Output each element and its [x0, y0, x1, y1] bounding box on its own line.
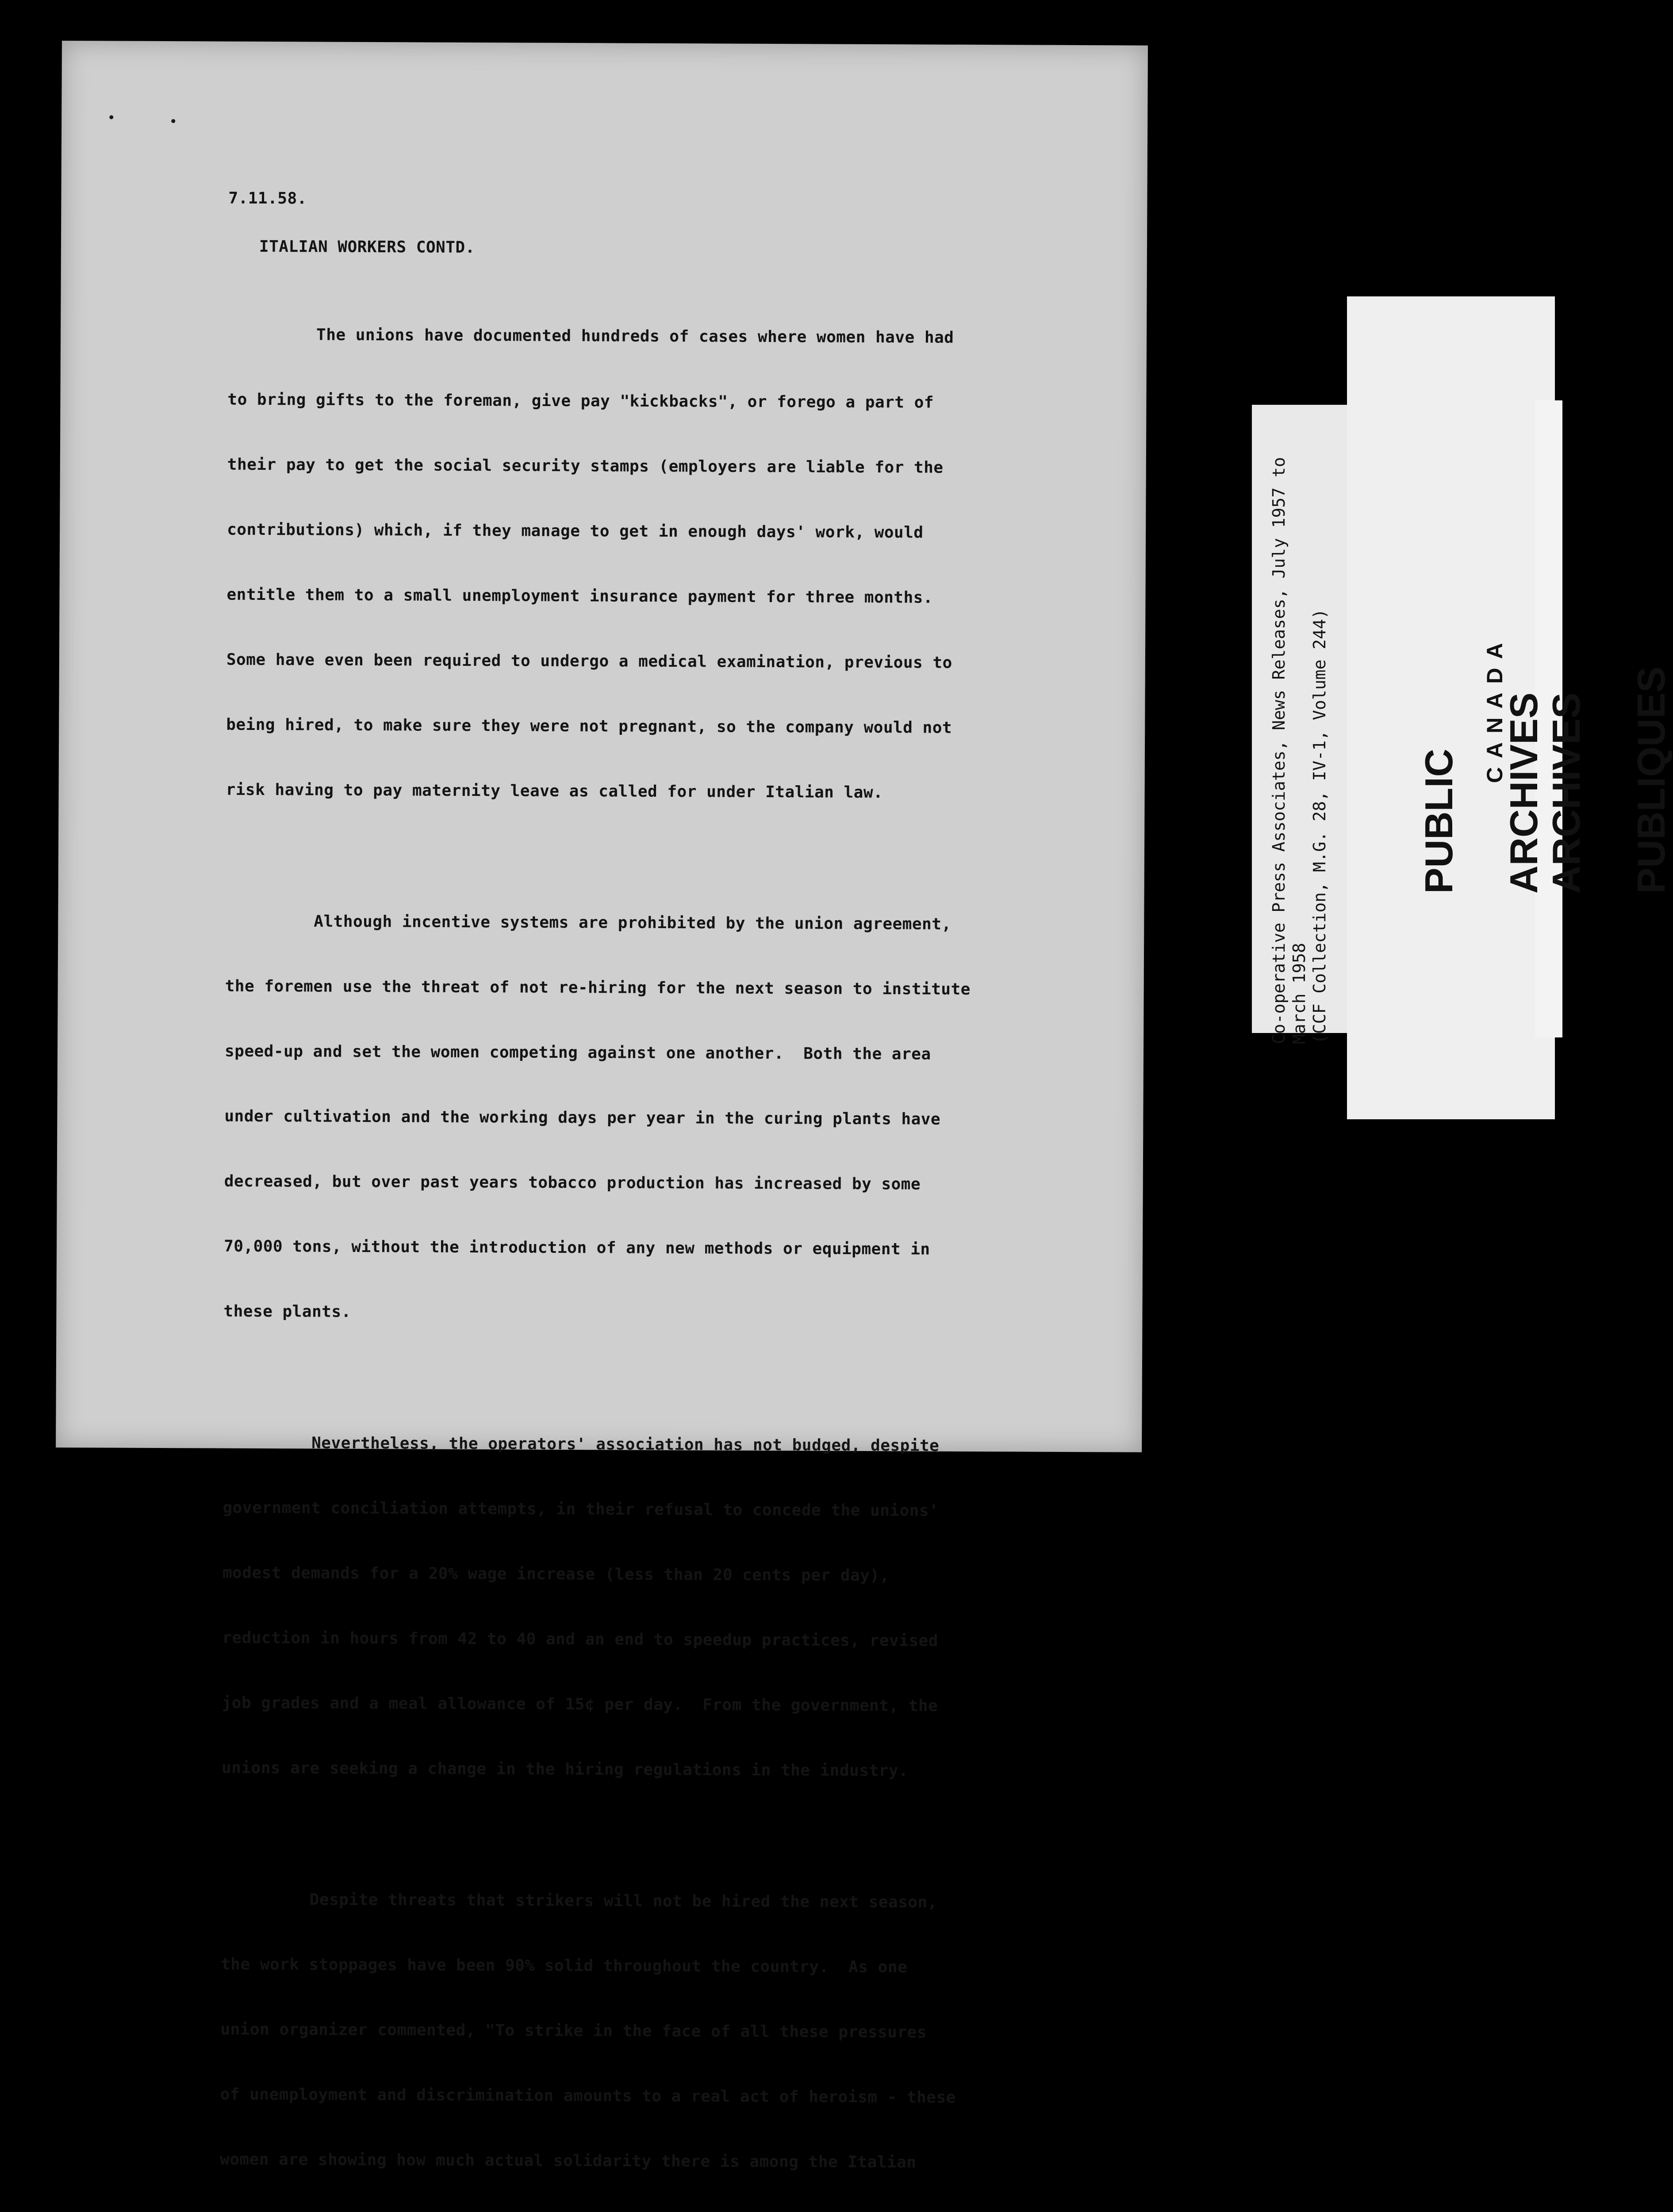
text-line: modest demands for a 20% wage increase (less than 20 cents per day),	[222, 1563, 890, 1585]
text-line: Nevertheless, the operators' association has not budged, despite	[311, 1434, 940, 1455]
speck-mark	[109, 115, 113, 119]
document-body	[214, 161, 1096, 2212]
paragraph	[221, 1389, 1090, 1826]
speck-mark	[171, 119, 175, 123]
stamp-word-archives-fr: ARCHIVES	[1544, 692, 1588, 894]
text-line: Although incentive systems are prohibited by the union agreement,	[314, 912, 952, 933]
stamp-line-french	[1545, 667, 1673, 894]
stamp-word-publiques: PUBLIQUES	[1629, 666, 1673, 894]
text-line: under cultivation and the working days per year in the curing plants have	[224, 1107, 941, 1129]
stamp-line-english	[1418, 667, 1545, 894]
text-line: risk having to pay maternity leave as called for under Italian law.	[226, 780, 883, 802]
text-line: entitle them to a small unemployment insurance payment for three months.	[226, 585, 933, 607]
text-line: Despite threats that strikers will not be hired the next season,	[309, 1890, 937, 1912]
stamp-canada: CANADA	[1482, 634, 1507, 783]
text-line: Some have even been required to undergo a medical examination, previous to	[226, 650, 952, 672]
text-line: The unions have documented hundreds of cases where women have had	[316, 326, 954, 347]
paragraph	[226, 280, 1095, 848]
citation-line: (CCF Collection, M.G. 28, IV-1, Volume 244)	[1310, 609, 1329, 1044]
text-line: 70,000 tons, without the introduction of any new methods or equipment in	[224, 1237, 930, 1259]
public-archives-stamp	[1418, 667, 1673, 894]
text-line: reduction in hours from 42 to 40 and an end to speedup practices, revised	[222, 1628, 939, 1650]
text-line: the work stoppages have been 90% solid throughout the country. As one	[220, 1955, 908, 1977]
archive-citation	[1269, 457, 1330, 1044]
paragraph	[223, 867, 1093, 1370]
citation-line: Co-operative Press Associates, News Releases, July 1957 to	[1269, 457, 1289, 1044]
text-line: unions are seeking a change in the hiring regulations in the industry.	[221, 1759, 909, 1780]
text-line: being hired, to make sure they were not pregnant, so the company would not	[226, 715, 952, 737]
text-line: to bring gifts to the foreman, give pay "kickbacks", or forego a part of	[227, 390, 934, 412]
document-date: 7.11.58.	[228, 189, 307, 208]
text-line: decreased, but over past years tobacco production has increased by some	[224, 1172, 921, 1194]
text-line: government conciliation attempts, in their refusal to concede the unions'	[223, 1498, 939, 1520]
text-line: the foremen use the threat of not re-hiring for the next season to institute	[225, 977, 971, 998]
stamp-word-archives: ARCHIVES	[1502, 692, 1546, 894]
text-line: women are showing how much actual solidarity there is among the Italian	[220, 2150, 917, 2172]
continued-heading: ITALIAN WORKERS CONTD.	[259, 237, 475, 257]
paragraph	[219, 1845, 1088, 2212]
text-line: of unemployment and discrimination amounts to a real act of heroism - these	[220, 2085, 956, 2107]
text-line: their pay to get the social security stamps (employers are liable for the	[227, 455, 944, 477]
text-line: job grades and a meal allowance of 15¢ per day. From the government, the	[222, 1694, 938, 1715]
stamp-word-public: PUBLIC	[1417, 749, 1461, 894]
text-line: union organizer commented, "To strike in the face of all these pressures	[220, 2020, 927, 2042]
text-line: speed-up and set the women competing against one another. Both the area	[224, 1042, 931, 1064]
typed-document-page	[56, 41, 1148, 2172]
text-line: these plants.	[223, 1302, 351, 1321]
text-line: contributions) which, if they manage to get in enough days' work, would	[227, 520, 924, 542]
citation-line: March 1958	[1289, 943, 1309, 1044]
